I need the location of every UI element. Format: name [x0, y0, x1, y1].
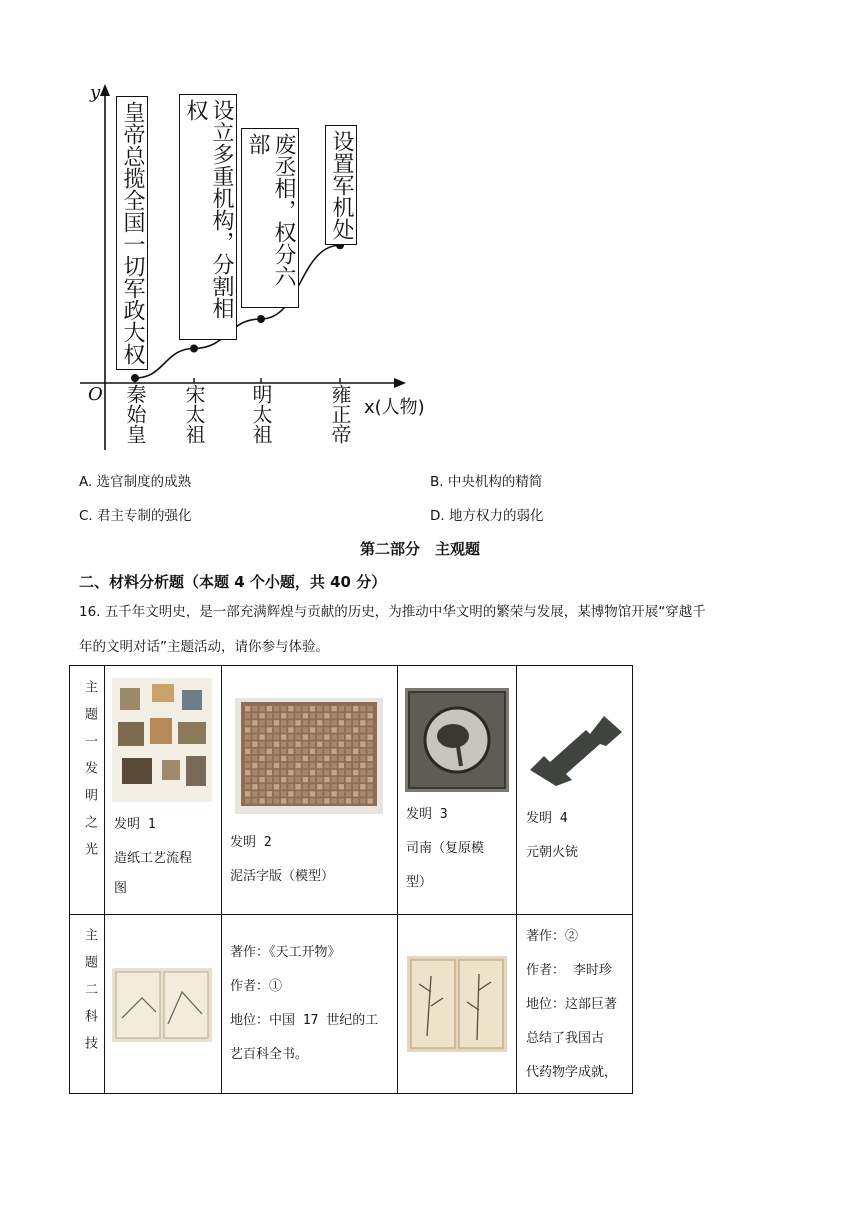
section-title: 二、材料分析题（本题 4 个小题，共 40 分）: [79, 573, 387, 591]
tiangong-kaiwu-image: [112, 968, 212, 1042]
clay-type-model-image: [235, 698, 383, 814]
invention-3-name-cont: 型）: [406, 875, 433, 890]
data-point: [257, 315, 265, 323]
work-1-author: 作者：①: [230, 979, 283, 994]
work-2-title: 著作：②: [526, 929, 579, 944]
x-tick-label: 宋太祖: [182, 384, 206, 444]
invention-4-text: [526, 802, 578, 870]
x-tick-label: 秦始皇: [123, 384, 147, 444]
data-point: [131, 374, 139, 382]
work-1-status-cont: 艺百科全书。: [230, 1047, 309, 1062]
fire-lance-image: [526, 704, 626, 788]
theme-1-label: 主题一发明之光: [82, 680, 97, 869]
annotation-box-4: 设置军机处: [325, 125, 357, 245]
annotation-box-1: 皇帝总揽全国一切军政大权: [116, 96, 148, 370]
option-a: A. 选官制度的成熟: [79, 474, 192, 490]
work-2-text: [526, 920, 617, 1090]
question-16-line1: 16. 五千年文明史，是一部充满辉煌与贡献的历史，为推动中华文明的繁荣与发展，某博物馆开展“穿越千: [79, 604, 706, 620]
annotation-box-2: 设立多重机构，分割相权: [179, 94, 237, 340]
y-axis-arrow: [100, 84, 110, 96]
invention-2-name: 泥活字版（模型）: [230, 869, 335, 884]
theme-2-label: 主题二科技: [82, 928, 97, 1063]
part-title: 第二部分 主观题: [360, 540, 481, 558]
invention-3-text: [406, 798, 484, 900]
work-2-status-cont: 总结了我国古: [526, 1031, 605, 1046]
invention-1-name: 造纸工艺流程: [114, 851, 193, 866]
work-1-title: 著作：《天工开物》: [230, 945, 341, 960]
origin-label: O: [88, 384, 103, 405]
invention-4-label: 发明 4: [526, 811, 568, 826]
x-axis-arrow: [394, 378, 406, 388]
annotation-box-3: 废丞相，权分六部: [241, 128, 299, 308]
bencao-gangmu-image: [407, 956, 507, 1052]
work-1-text: [230, 936, 378, 1072]
invention-4-name: 元朝火铳: [526, 845, 579, 860]
option-d: D. 地方权力的弱化: [430, 508, 544, 524]
compass-model-image: [405, 688, 509, 792]
option-c: C. 君主专制的强化: [79, 508, 192, 524]
work-2-status-cont2: 代药物学成就，: [526, 1065, 618, 1080]
material-table: [69, 665, 633, 1094]
y-axis-label: y: [90, 82, 101, 103]
invention-3-name: 司南（复原模: [406, 841, 485, 856]
papermaking-illustration: [112, 678, 212, 802]
option-b: B. 中央机构的精简: [430, 474, 543, 490]
trend-line: [135, 245, 340, 378]
work-2-status: 地位：这部巨著: [526, 997, 618, 1012]
work-2-author: 作者： 李时珍: [526, 963, 612, 978]
x-tick-label: 雍正帝: [328, 384, 352, 444]
x-axis-label: x(人物): [364, 397, 425, 418]
invention-2-text: [230, 826, 334, 894]
invention-1-name-cont: 图: [114, 881, 128, 896]
x-tick-label: 明太祖: [249, 384, 273, 444]
invention-1-text: [114, 808, 192, 902]
invention-3-label: 发明 3: [406, 807, 448, 822]
work-1-status: 地位：中国 17 世纪的工: [230, 1013, 379, 1028]
invention-2-label: 发明 2: [230, 835, 272, 850]
question-16-line2: 年的文明对话”主题活动，请你参与体验。: [79, 639, 329, 655]
invention-1-label: 发明 1: [114, 817, 156, 832]
data-point: [190, 345, 198, 353]
